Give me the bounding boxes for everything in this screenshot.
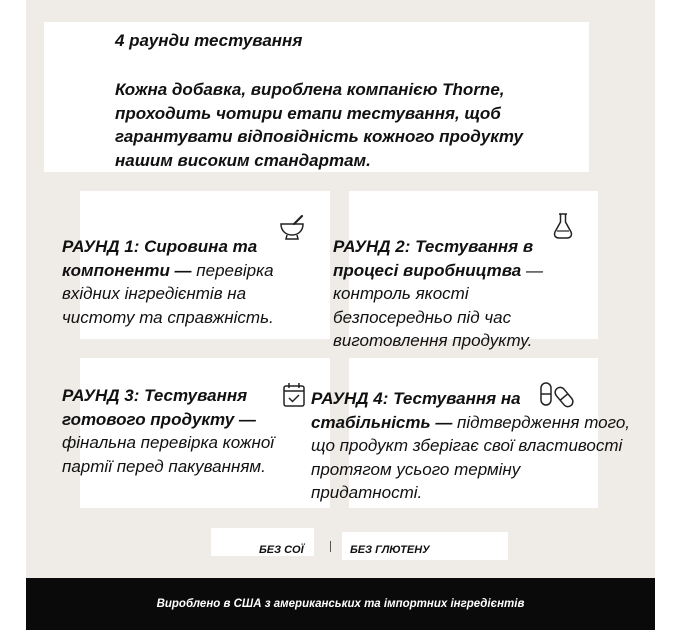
intro-title: 4 раунди тестування [115,31,303,50]
round-1-heading: РАУНД 1: Сировина та компоненти — [62,237,258,280]
intro-body: Кожна добавка, вироблена компанією Thorne, проходить чотири етапи тестування, щоб гарантувати відповідність кожного продукту нашим високим стандартам. [115,80,524,170]
round-4-description: підтвердження того, що продукт зберігає свої властивості протягом усього терміну придатності. [311,412,631,502]
mortar-pestle-icon [279,214,305,242]
tag-divider [330,541,331,552]
round-2-heading: РАУНД 2: Тестування в процесі виробництва [333,237,534,280]
round-1-description: перевірка вхідних інгредієнтів на чистоту та справжність. [62,260,274,327]
round-3-heading: РАУНД 3: Тестування готового продукту — [62,386,256,429]
round-3-description: фінальна перевірка кожної партії перед пакуванням. [62,433,275,476]
round-1-text [62,235,292,329]
soy-free-label: БЕЗ СОЇ [259,544,304,556]
footer-text: Вироблено в США з американських та імпортних інгредієнтів [156,598,525,610]
round-4-text [311,387,631,505]
footer-bar [26,578,655,630]
gluten-free-label: БЕЗ ГЛЮТЕНУ [350,544,430,556]
round-4-heading: РАУНД 4: Тестування на стабільність — [311,389,521,432]
round-2-description: — контроль якості безпосередньо під час виготовлення продукту. [333,260,543,350]
round-3-text [62,384,284,478]
capsules-icon [539,381,575,409]
flask-icon [552,212,574,240]
round-2-text [333,235,568,353]
calendar-check-icon [282,382,306,408]
